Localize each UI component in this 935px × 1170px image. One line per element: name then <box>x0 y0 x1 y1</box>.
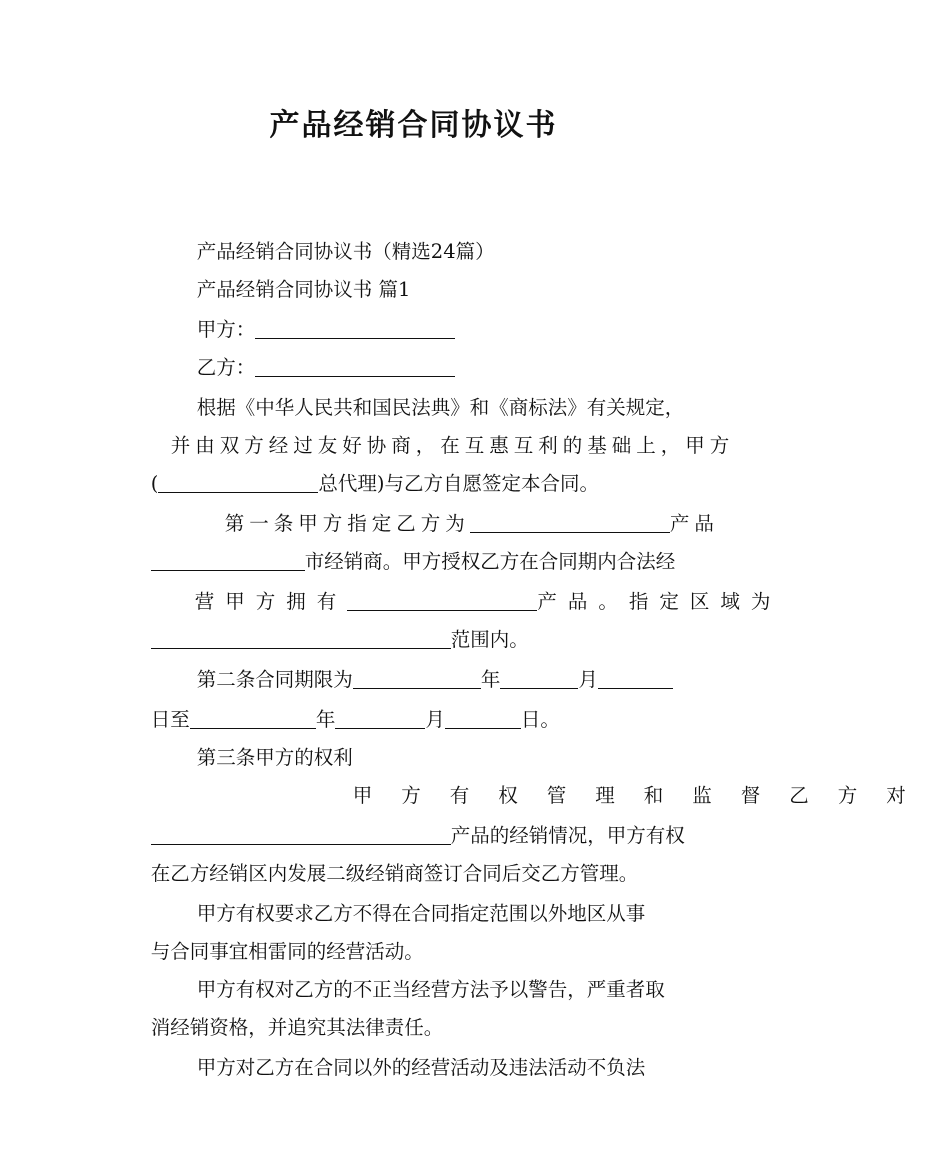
month-label: 月 <box>578 668 598 691</box>
year-label: 年 <box>315 708 336 731</box>
paragraph-text: 甲方对乙方在合同以外的经营活动及违法活动不负法 <box>196 1056 646 1079</box>
paragraph-text: 产品。指定区域为 <box>537 590 782 613</box>
subtitle-text: 产品经销合同协议书（精选24篇） <box>196 240 495 263</box>
paragraph-text: 总代理)与乙方自愿签定本合同。 <box>318 472 600 495</box>
day-label: 日。 <box>520 708 560 731</box>
paragraph-text: 产品的经销情况，甲方有权 <box>450 824 685 847</box>
paragraph-text: 消经销资格，并追究其法律责任。 <box>150 1016 444 1039</box>
paragraph-text: 范围内。 <box>450 628 529 651</box>
article-1-text: 第一条甲方指定乙方为 <box>224 512 470 535</box>
party-b-label: 乙方： <box>196 356 256 379</box>
paren-open: ( <box>150 472 159 495</box>
year-label: 年 <box>480 668 501 691</box>
paragraph-text: 营甲方拥有 <box>194 590 348 613</box>
article-2-text: 第二条合同期限为 <box>196 668 353 691</box>
paragraph-line <box>126 1008 748 1128</box>
paragraph-text: 市经销商。甲方授权乙方在合同期内合法经 <box>304 550 676 573</box>
paragraph-text: 甲方有权对乙方的不正当经营方法予以警告，严重者取 <box>196 978 665 1001</box>
paragraph-text: 甲方有权管理和监督乙方对 <box>352 784 935 807</box>
month-label: 月 <box>425 708 445 731</box>
paragraph-text: 甲方有权要求乙方不得在合同指定范围以外地区从事 <box>196 902 646 925</box>
paragraph-text: 在乙方经销区内发展二级经销商签订合同后交乙方管理。 <box>150 862 639 885</box>
article-3-text: 第三条甲方的权利 <box>196 746 353 769</box>
paragraph-text: 与合同事宜相雷同的经营活动。 <box>150 940 424 963</box>
paragraph-text: 根据《中华人民共和国民法典》和《商标法》有关规定， <box>196 396 685 419</box>
party-a-label: 甲方： <box>196 318 256 341</box>
paragraph-text: 并由双方经过友好协商，在互惠互利的基础上，甲方 <box>170 434 735 457</box>
day-to-label: 日至 <box>150 708 190 731</box>
section-heading-text: 产品经销合同协议书 篇1 <box>196 278 411 301</box>
product-label: 产品 <box>669 512 719 535</box>
document-title: 产品经销合同协议书 <box>269 108 558 143</box>
